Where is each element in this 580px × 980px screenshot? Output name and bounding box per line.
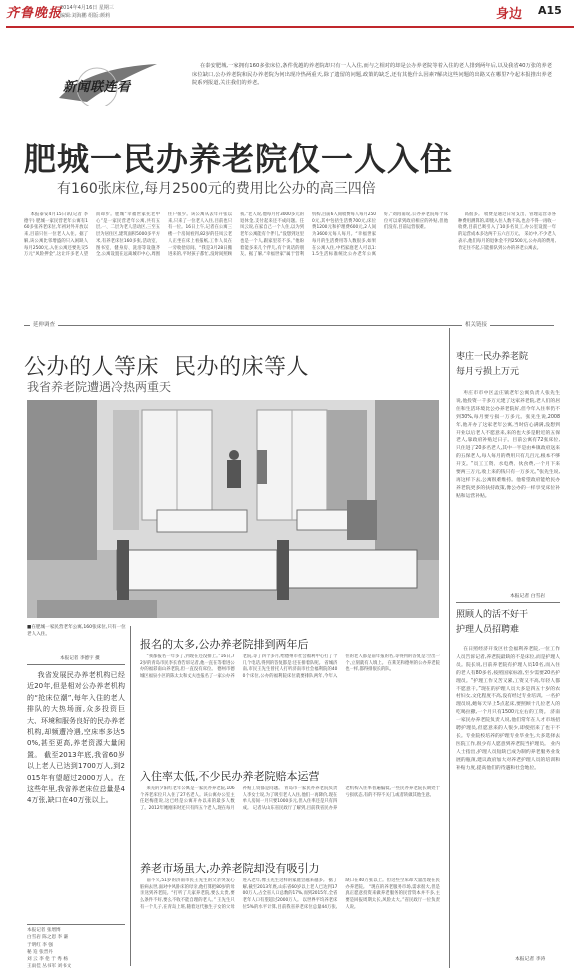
sidebar-body-1-text: 枣庄市市中区孟庄镇老年公寓负责人张先生说,他投资一千多万元建了这家养老院,老人们的居住和生活环境比公办养老院好,但今年入住率仍不到30%,每月要亏损一万多元。张先生说,2008年,他开办了这家老年公寓,当时信心满满,没想到开业以后老人不愿意来,来的也大多是附近的五保老人,靠政府补贴过日子。目前公寓有72张床位,只住进了20多名老人,其中一半是由乡镇政府送来的五保老人,每人每月的费用只有几百元,根本不够开支。“员工工资、水电费、伙食费,一个月下来要两三万元,收上来的钱只有一万多元。”张先生说,再这样下去,公寓很难维持。他希望政府能给民办养老院更多的扶持政策,像公办的一样享受床位补贴和运营补贴。 xyxy=(456,391,560,499)
sidebar-heading-1-line1: 枣庄一民办养老院 xyxy=(456,352,529,362)
staff-names: 刘 云 李 伦 于 秀 杨 xyxy=(27,957,68,963)
sidebar-divider xyxy=(449,328,450,968)
staff-role: 白雪岩 xyxy=(27,935,41,941)
series-intro-text: 在泰安肥城,一家拥有160多张床位,条件优越的养老院却只有一人入住,而与之相对的却是公办养老院等着入住的老人排到两年后,以及我省40万张的养老床位缺口,公办养老院和民办养老院为何出现冷热两重天,除了遗留的问题,政策的缺乏,还有其他什么因素?解决这些问题的出路又在哪里?今起本报推出养老院系列报道,关注我们的养老。 xyxy=(192,63,552,87)
staff-rule xyxy=(27,924,125,925)
section-body-3 xyxy=(140,878,440,970)
main-article-text: 本报泰安4月15日讯(记者 李德宇) 肥城一家民营老年公寓有160多张养老床位,年初对外开放以来,目前只住一位老人入住。据了解,该公寓比邻增盛的只入闲缺人每月2500元,入住公寓还要先交5万元“风险押金”,这让许多老人望而却步。肥城“幸福世家托老中心”是一家民营老年公寓,共有五层,一、二层为老人活动区,三至五层为居住区,建筑面积5000多平方米,有养老床位160多张,活动室、图书室、健身房、洗浴等设施齐全,公寓设置在远离城市中心,周围住户很少。该公寓从去年开张以来,只来了一位老人入住,目前也只有一位。16日上午,记者在公寓三楼一个房间看到,82岁的任凤云老人正坐在床上看报纸,工作人员在一旁收拾房间。“我是3月28日搬进来的,平时孩子都忙,没时间照顾我,”老人说,他每月付3000多元的退休金,支付起来还不成问题。任凤云说,在家自己一个人住,以为到老年公寓能有个伴儿,“没想到这里也是一个人,跟家里差不多。”他盼着能多来几个伴儿,有个说话的朋友。据了解,“幸福世家”属于营利机构,目前6人间收费每人每月2500元,其中包括生活费700元,床位费1200元和护理费600元,2人间为3600元每人每月。“幸福世家每月的生活费用等人数很多,如果在公寓入住,中档家庭老人可以1:1.5生活标准统比公办老年公寓好,”刘再南说,公办养老院每个床位可以拿到政府相应的补贴,但他们没有,目前运营很难。 xyxy=(24,212,448,258)
feature-column-rule xyxy=(130,626,131,966)
staff-row xyxy=(27,927,125,934)
photo-room-scene xyxy=(27,400,439,618)
section-body-1-text: “我都报名一年多了,到现在还没排上。”16日,72岁的青岛市民李长春告诉记者,他一直在等着进公办的福彩南山养老院,但一直没有床位。 德州市德城区福泉小区的陈太太和丈夫也报名了一家公办养老院,等了四个多月,给德州市社会福利中心打了个几个电话,得到的答复都是:还在排着队呢。 省城济南,市民王先生曾托人打听济南市社会福利院的400个床位,公办的福利院床位就要排队两年,今年入住的老人都是前年报的名,等得到的答复是:空出一个,立刻就有人填上。 在莱芜和德州的公办养老院也一样,都得排很长的队。 xyxy=(140,654,440,680)
sidebar-heading-2-line2: 护理人员招聘难 xyxy=(456,625,520,635)
section-body-2-text: 莱芜的夕阳红老年公寓是一家民办养老院,106个养老床位只入住了27名老人。该公寓办公室主任赵梅莲说,这已经是公寓开办以来的最多人数了。2012年她刚来时还只有四五个老人,现在每月补贴工资都是问题。 青岛市一家民办养老院负责人李女士说,为了吸引老人入住,他们一再降价,现在单人房间一月只要1000多元,但入住率还是只有四成。 记者从山东省民政厅了解到,目前我省民办养老机构入住率普遍偏低,一些民办养老院长期处于亏损状态,有的不得不关门,或者转做其他生意。 xyxy=(140,786,440,812)
staff-row xyxy=(27,963,125,970)
banner-label: 新闻联连看 xyxy=(63,80,131,95)
feature-subheadline: 我省养老院遭遇冷热两重天 xyxy=(27,380,172,394)
section-name: 身边 xyxy=(496,7,523,22)
feature-tag: 延伸调查 xyxy=(30,320,58,328)
feature-headline: 公办的人等床 民办的床等人 xyxy=(24,355,309,380)
photo-caption-text: ■在肥城一家民营老年公寓,160张床位,只有一位老人入住。 xyxy=(27,625,126,638)
staff-row xyxy=(27,949,125,956)
section-heading-2: 入住率太低,不少民办养老院赔本运营 xyxy=(140,770,320,783)
staff-row xyxy=(27,956,125,963)
sidebar-heading-1 xyxy=(456,350,566,380)
sidebar-heading-2-line1: 照顾人的活不好干 xyxy=(456,610,529,620)
main-headline: 肥城一民办养老院仅一人入住 xyxy=(24,140,454,178)
caption-rule xyxy=(27,664,125,665)
section-heading-1: 报名的太多,公办养老院排到两年后 xyxy=(140,638,309,651)
sidebar-credit-1: 本报记者 白雪岩 xyxy=(510,594,546,599)
staff-names: 张晋丹 xyxy=(39,949,53,955)
series-intro xyxy=(192,62,552,108)
sidebar-credit-2: 本报记者 李涛 xyxy=(515,957,546,962)
section-body-2 xyxy=(140,786,440,854)
main-article-body xyxy=(24,212,448,312)
sidebar-body-2-text: 在日照经济开发区社会福利养老院,一位工作人员告诉记者,养老院最缺的不是床位,而是护理人员。院长说,目前养老院有护理人员10名,而入住的老人有80多名,按照国家标准,至少需要20名护理员。“护理工作又苦又累,工资又不高,年轻人都不愿意干。”现在的护理人员大多是四五十岁的农村妇女,文化程度不高,没有经过专业培训。一名护理员说,她每天早上5点起床,要照顾十几位老人的吃喝拉撒,一个月只有1500元左右的工资。 济南一家民办养老院负责人说,他们常年在人才市场招聘护理员,但愿意来的人很少,即使招来了也干不长。专业院校培养的护理专业毕业生,大多选择去医院工作,很少有人愿意到养老院当护理员。 业内人士指出,护理人员短缺已成为制约养老服务业发展的瓶颈,建议政府加大对养老护理人员的培训和补贴力度,提高他们的待遇和社会地位。 xyxy=(456,647,560,771)
staff-role: 于明红 xyxy=(27,942,41,948)
feature-lead-text: 我省发展民办养老机构已经近20年,但是相对公办养老机构的“抢床位潮”,每年入住的老人排队的大热场面,众多投资巨大、环境和服务良好的民办养老机构,却频遭冷遇,空床率多达50%,甚至更高,养老资源大量闲置。 截至2013年底,我省60岁以上老人已达到1700万人,到2015年有望超过2000万人。在这些年里,我省养老床位总量是44万张,缺口在40万张以上。 xyxy=(27,671,125,805)
page-editors: 编辑:刘海鹏 组版:颜莉 xyxy=(60,13,110,19)
photo-credit: 本报记者 李德宇 摄 xyxy=(60,656,100,661)
newspaper-logo: 齐鲁晚报 xyxy=(6,6,63,21)
masthead xyxy=(0,0,580,34)
staff-list xyxy=(27,927,125,971)
page-number: A15 xyxy=(538,4,562,17)
staff-role: 王雨佳 xyxy=(27,964,41,970)
section-body-3-text: 前不久,51岁的济南市民王先生的父亲突发心脏病去世,面对中风卧床的母亲,他打算把80岁的母亲送到养老院。“打听了几家养老院,要么太贵,要么条件不好,要么不收不能自理的老人。” 王先生只有一个儿子,在青岛上班,随着这代独生子女的父母进入老年,像王先生这样的家庭会越来越多。 据了解,截至2013年底,山东省60岁以上老人已达到1700万人,占全省人口总数的17%,而到2015年,全省老年人口有望超过2000万人。 以世界平均养老床位5%的水平计算,目前我省养老床位总量44万张,缺口在40万张以上。但这些空床却大量出现在民办养老院。 “现在的养老服务市场,需求很大,但是真正愿意投资来做养老服务的民营资本并不多,主要是回报周期太长,风险太大。”省民政厅一位负责人说。 xyxy=(140,878,440,910)
sidebar-rule xyxy=(456,602,560,603)
photo-caption xyxy=(27,624,127,652)
staff-names: 李 强 xyxy=(42,942,53,948)
section-body-1 xyxy=(140,654,440,762)
staff-names: 张增博 xyxy=(46,928,61,933)
main-subheadline: 有160张床位,每月2500元的费用比公办的高三四倍 xyxy=(57,181,376,197)
staff-role: 秘 迫 xyxy=(27,949,38,955)
nursing-home-photo xyxy=(27,400,439,618)
sidebar-body-2 xyxy=(456,646,560,950)
staff-role: 本报记者 xyxy=(27,928,46,933)
sidebar-body-1 xyxy=(456,390,560,562)
main-article-tail-text: 高很多。 收费是通过日常支出、管理运营等各种费用测算的,即使入住人数不高,也舍不得一再收一收费,目前已吸引入了10多名员工,办公室设置一年的运营成本多达两千五六百万元。 采访中,不少老人表示,他们每月的退休金不到2500元,公办高的费用,肯定住不起,只能排队到公办的养老公寓去。 xyxy=(458,212,556,251)
sidebar-heading-1-line2: 每月亏损上万元 xyxy=(456,367,520,377)
staff-row xyxy=(27,942,125,949)
sidebar-tag: 相关链接 xyxy=(462,320,490,328)
masthead-rule xyxy=(6,26,574,28)
staff-names: 丛书军 刘书文 xyxy=(42,964,72,970)
news-link-banner xyxy=(57,58,159,106)
staff-row xyxy=(27,934,125,941)
sidebar-heading-2 xyxy=(456,608,566,638)
staff-names: 陈之恩 李 谦 xyxy=(42,935,69,941)
issue-date: 2014年4月16日 星期三 xyxy=(60,5,114,11)
section-heading-3: 养老市场虽大,办养老院却没有吸引力 xyxy=(140,862,320,875)
main-article-tail xyxy=(458,212,556,312)
feature-lead xyxy=(27,670,125,922)
